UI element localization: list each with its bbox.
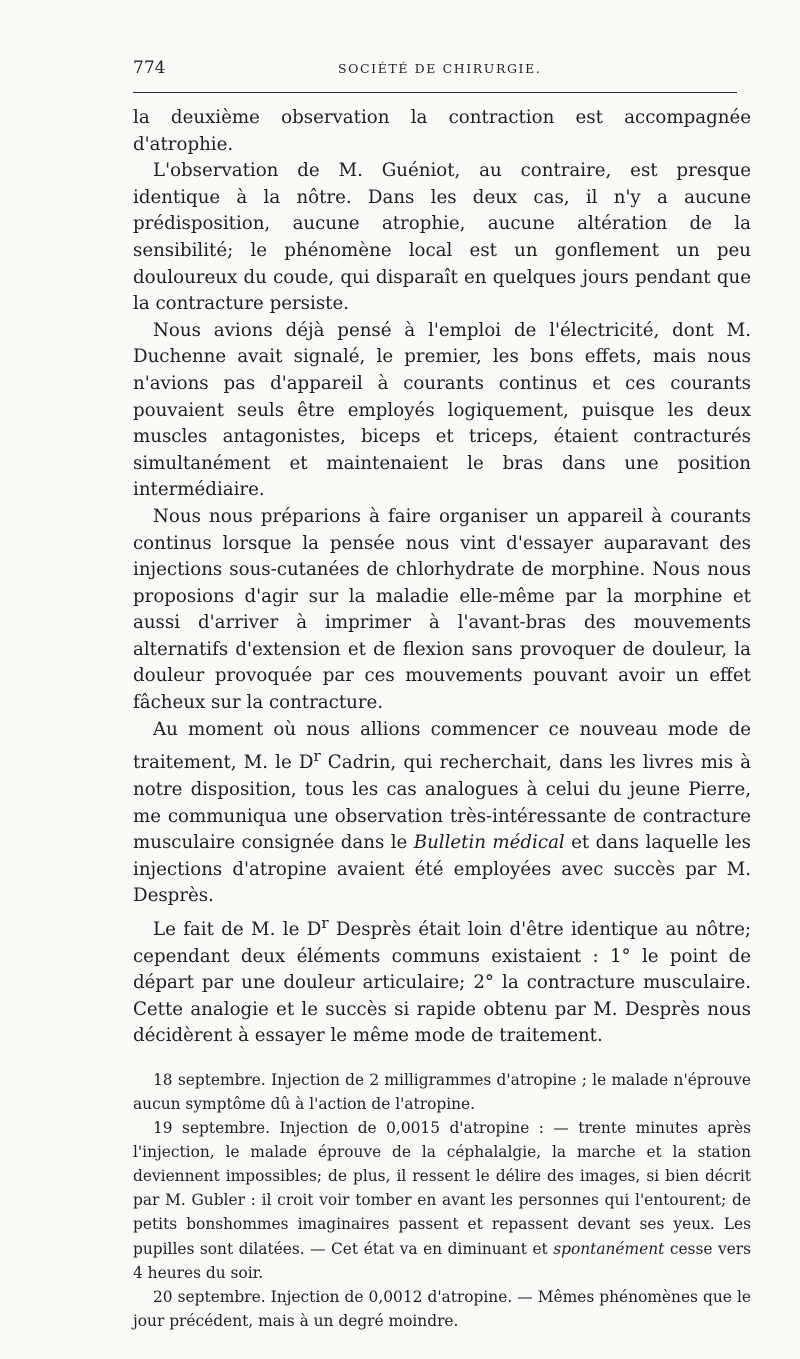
- header-rule: [133, 92, 737, 93]
- note-19-part-b: cesse vers 4 heures du soir.: [133, 1239, 751, 1282]
- paragraph-6-part-b: Desprès était loin d'être identique au nôtre; cependant deux éléments communs existaient : 1° le point de départ par une douleur articulaire; 2° la contracture musculaire. Cette analogie et le succès si rapide obtenu par M. Desprès nous décidèrent à essayer le même mode de traitement.: [133, 918, 751, 1047]
- journal-title: Bulletin médical: [413, 832, 565, 854]
- superscript-r: r: [313, 747, 321, 766]
- running-title: SOCIÉTÉ DE CHIRURGIE.: [338, 61, 542, 76]
- note-20-september: 20 septembre. Injection de 0,0012 d'atropine. — Mêmes phénomènes que le jour précédent, mais à un degré moindre.: [133, 1287, 751, 1330]
- page-header: [133, 58, 753, 84]
- page-number: 774: [133, 58, 166, 78]
- note-19-september: [133, 1116, 751, 1285]
- paragraph-6-part-a: Le fait de M. le D: [153, 918, 322, 940]
- paragraph-1: la deuxième observation la contraction est accompagnée d'atrophie.: [133, 107, 751, 155]
- superscript-r: r: [321, 913, 329, 932]
- paragraph-3: Nous avions déjà pensé à l'emploi de l'électricité, dont M. Duchenne avait signalé, le premier, les bons effets, mais nous n'avions pas d'appareil à courants continus et ces courants pouvaient seuls être employés logiquement, puisque les deux muscles antagonistes, biceps et triceps, étaient contracturés simultanément et maintenaient le bras dans une position intermédiaire.: [133, 319, 751, 501]
- note-19-italic: spontanément: [553, 1239, 665, 1258]
- note-18-september: 18 septembre. Injection de 2 milligrammes d'atropine ; le malade n'éprouve aucun symptôme dû à l'action de l'atropine.: [133, 1070, 751, 1113]
- paragraph-6: [133, 910, 751, 1050]
- paragraph-5-part-c: et dans laquelle les injections d'atropine avaient été employées avec succès par M. Desprès.: [133, 832, 751, 907]
- paragraph-5-part-a: Au moment où nous allions commencer ce nouveau mode de traitement, M. le D: [133, 718, 751, 774]
- main-text: [133, 105, 751, 1050]
- paragraph-2: L'observation de M. Guéniot, au contraire, est presque identique à la nôtre. Dans les deux cas, il n'y a aucune prédisposition, aucune atrophie, aucune altération de la sensibilité; le phénomène local est un gonflement un peu douloureux du coude, qui disparaît en quelques jours pendant que la contracture persiste.: [133, 160, 751, 315]
- page: [133, 58, 753, 1333]
- paragraph-5: [133, 717, 751, 910]
- case-notes: [133, 1068, 751, 1333]
- note-19-part-a: 19 septembre. Injection de 0,0015 d'atropine : — trente minutes après l'injection, le malade éprouve de la céphalalgie, la marche et la station deviennent impossibles; de plus, il ressent le délire des images, si bien décrit par M. Gubler : il croit voir tomber en avant les personnes qui l'entourent; de petits bonshommes imaginaires passent et repassent devant ses yeux. Les pupilles sont dilatées. — Cet état va en diminuant et: [133, 1119, 751, 1258]
- paragraph-5-part-b: Cadrin, qui recherchait, dans les livres mis à notre disposition, tous les cas analogues à celui du jeune Pierre, me communiqua une observation très-intéressante de contracture musculaire consignée dans le: [133, 752, 751, 854]
- paragraph-4: Nous nous préparions à faire organiser un appareil à courants continus lorsque la pensée nous vint d'essayer auparavant des injections sous-cutanées de chlorhydrate de morphine. Nous nous proposions d'agir sur la maladie elle-même par la morphine et aussi d'arriver à imprimer à l'avant-bras des mouvements alternatifs d'extension et de flexion sans provoquer de douleur, la douleur provoquée par ces mouvements pouvant avoir un effet fâcheux sur la contracture.: [133, 505, 751, 714]
